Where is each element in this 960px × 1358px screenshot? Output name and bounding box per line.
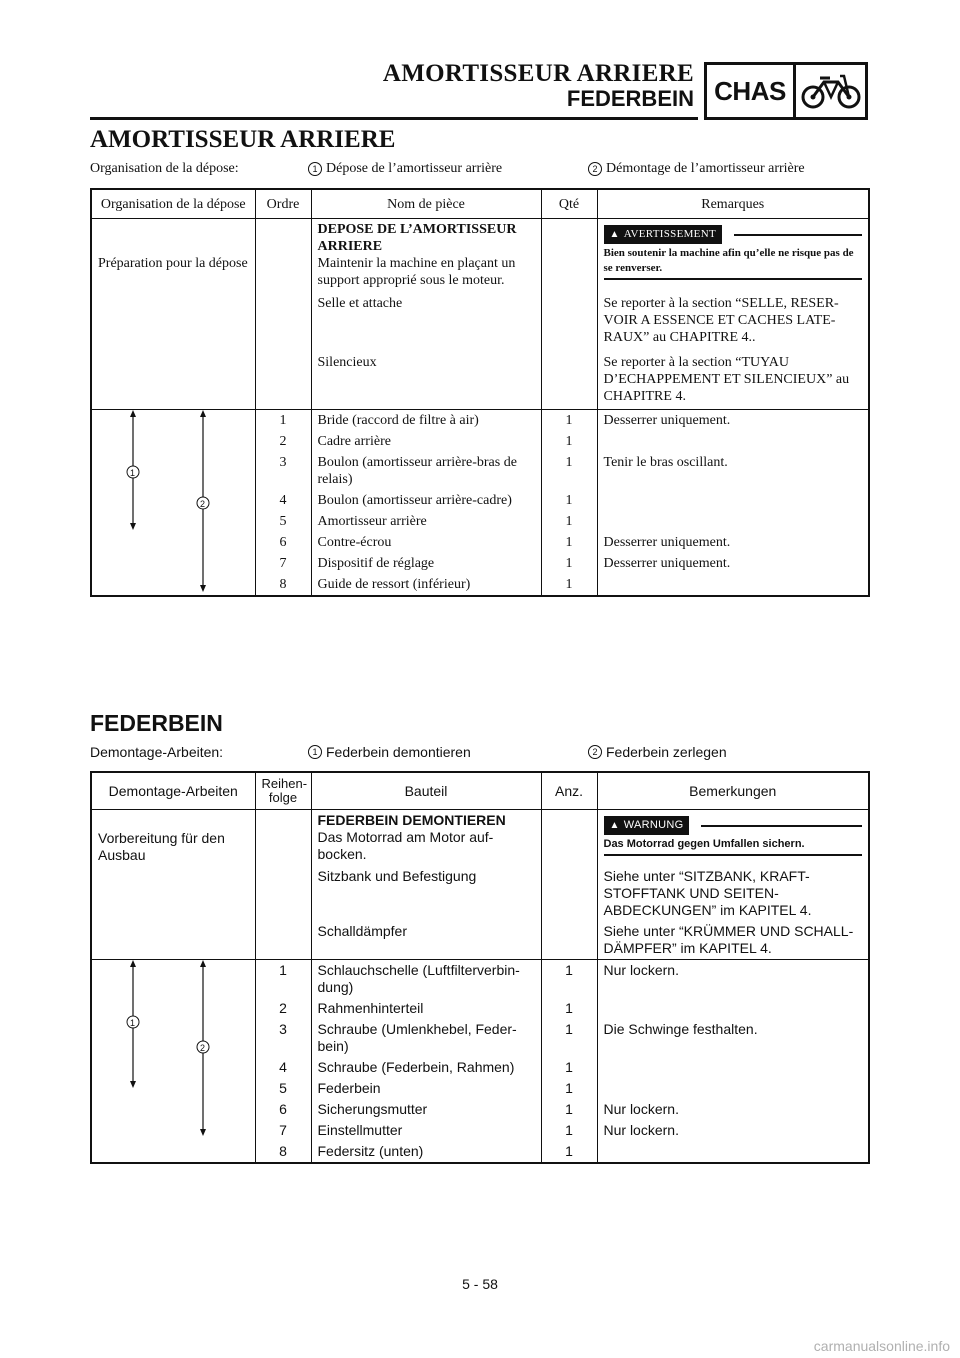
warning-triangle-icon: ▲ xyxy=(609,820,620,831)
row-remark: Die Schwinge festhalten. xyxy=(603,1021,758,1037)
row-order: 6 xyxy=(255,1099,311,1120)
row-part: Cadre arrière xyxy=(311,431,541,452)
marker-1-icon: 1 xyxy=(308,745,322,759)
prep-remark: Siehe unter “SITZBANK, KRAFT-STOFFTANK UND SEITEN-ABDECKUNGEN” im KAPITEL 4. xyxy=(603,868,812,918)
row-order: 8 xyxy=(255,1141,311,1163)
watermark: carmanualsonline.info xyxy=(813,1338,950,1354)
col-header: Reihen-folge xyxy=(255,772,311,810)
row-part: Schlauchschelle (Luftfilterverbin-dung) xyxy=(311,960,541,999)
sequence-arrows-fr xyxy=(91,410,255,597)
row-qty: 1 xyxy=(541,553,597,574)
section-title-fr: AMORTISSEUR ARRIERE xyxy=(90,126,396,153)
warning-text: Bien soutenir la machine afin qu’elle ne risque pas de se renverser. xyxy=(604,246,863,280)
chapter-badge xyxy=(704,62,868,120)
row-part: Einstellmutter xyxy=(311,1120,541,1141)
row-qty: 1 xyxy=(541,1141,597,1163)
section-title-de: FEDERBEIN xyxy=(90,710,223,736)
col-header: Bauteil xyxy=(311,772,541,810)
table-row xyxy=(91,410,869,432)
org-label-fr: Organisation de la dépose: xyxy=(90,161,239,176)
row-order: 1 xyxy=(255,410,311,432)
table-header-de xyxy=(91,772,869,810)
org-item-1-fr: Dépose de l’amortisseur arrière xyxy=(326,161,503,176)
row-order: 1 xyxy=(255,960,311,999)
marker-2-icon: 2 xyxy=(588,745,602,759)
row-remark: Nur lockern. xyxy=(603,1122,679,1138)
row-qty: 1 xyxy=(541,490,597,511)
row-remark: Desserrer uniquement. xyxy=(603,413,731,428)
org-label-de: Demontage-Arbeiten: xyxy=(90,744,224,760)
warning-box xyxy=(604,816,863,856)
row-remark xyxy=(597,998,869,1019)
warning-text: Das Motorrad gegen Umfallen sichern. xyxy=(604,837,863,856)
row-remark xyxy=(597,1078,869,1099)
marker-1-label: 1 xyxy=(130,1018,136,1028)
col-header: Demontage-Arbeiten xyxy=(91,772,255,810)
prep-row-de xyxy=(91,921,869,960)
org-item-2-fr: Démontage de l’amortisseur arrière xyxy=(606,161,805,176)
row-remark: Desserrer uniquement. xyxy=(603,535,731,550)
row-part: Rahmenhinterteil xyxy=(311,998,541,1019)
row-remark xyxy=(597,431,869,452)
motorcycle-icon xyxy=(796,65,865,117)
col-header: Qté xyxy=(541,189,597,219)
prep-step: Das Motorrad am Motor auf-bocken. xyxy=(317,829,494,862)
row-part: Guide de ressort (inférieur) xyxy=(311,574,541,596)
row-order: 3 xyxy=(255,452,311,490)
marker-1-icon: 1 xyxy=(308,162,322,176)
row-part: Boulon (amortisseur arrière-bras de relais) xyxy=(311,452,541,490)
marker-2-label: 2 xyxy=(200,499,206,509)
marker-2-icon: 2 xyxy=(588,162,602,176)
row-qty: 1 xyxy=(541,574,597,596)
prep-item: Sitzbank und Befestigung xyxy=(311,866,541,921)
row-order: 5 xyxy=(255,1078,311,1099)
col-header: Ordre xyxy=(255,189,311,219)
col-header: Bemerkungen xyxy=(597,772,869,810)
prep-item: Selle et attache xyxy=(311,291,541,352)
row-part: Boulon (amortisseur arrière-cadre) xyxy=(311,490,541,511)
row-part: Amortisseur arrière xyxy=(311,511,541,532)
org-item-1-de: Federbein demontieren xyxy=(326,744,471,760)
row-part: Schraube (Umlenkhebel, Feder-bein) xyxy=(311,1019,541,1057)
row-order: 2 xyxy=(255,431,311,452)
row-qty: 1 xyxy=(541,960,597,999)
prep-step: Maintenir la machine en plaçant un support approprié sous le moteur. xyxy=(317,256,516,288)
row-order: 7 xyxy=(255,1120,311,1141)
org-item-2-de: Federbein zerlegen xyxy=(606,744,727,760)
row-order: 8 xyxy=(255,574,311,596)
table-row xyxy=(91,960,869,999)
row-order: 7 xyxy=(255,553,311,574)
row-remark: Nur lockern. xyxy=(603,962,679,978)
row-part: Federbein xyxy=(311,1078,541,1099)
prep-label: Vorbereitung für den Ausbau xyxy=(91,810,255,867)
row-qty: 1 xyxy=(541,1120,597,1141)
row-order: 3 xyxy=(255,1019,311,1057)
row-qty: 1 xyxy=(541,452,597,490)
row-qty: 1 xyxy=(541,511,597,532)
row-remark xyxy=(597,1141,869,1163)
row-qty: 1 xyxy=(541,532,597,553)
row-remark: Nur lockern. xyxy=(603,1101,679,1117)
row-qty: 1 xyxy=(541,1019,597,1057)
prep-item: Schalldämpfer xyxy=(311,921,541,960)
row-part: Dispositif de réglage xyxy=(311,553,541,574)
marker-2-label: 2 xyxy=(200,1043,206,1053)
prep-row-de xyxy=(91,810,869,867)
prep-remark: Siehe unter “KRÜMMER UND SCHALL-DÄMPFER” im KAPITEL 4. xyxy=(597,921,869,960)
row-remark xyxy=(597,1057,869,1078)
row-part: Federsitz (unten) xyxy=(311,1141,541,1163)
warning-label: WARNUNG xyxy=(623,819,684,831)
col-header: Anz. xyxy=(541,772,597,810)
warning-triangle-icon: ▲ xyxy=(609,229,620,240)
row-qty: 1 xyxy=(541,410,597,432)
row-order: 5 xyxy=(255,511,311,532)
row-order: 2 xyxy=(255,998,311,1019)
header-title-fr: AMORTISSEUR ARRIERE xyxy=(382,60,694,87)
org-line-fr xyxy=(90,161,870,177)
prep-row-fr xyxy=(91,291,869,352)
col-header: Remarques xyxy=(597,189,869,219)
warning-box xyxy=(604,225,863,280)
page-number: 5 - 58 xyxy=(462,1276,498,1292)
row-qty: 1 xyxy=(541,998,597,1019)
row-qty: 1 xyxy=(541,1057,597,1078)
chapter-code: CHAS xyxy=(707,65,796,117)
marker-1-label: 1 xyxy=(130,468,136,478)
row-order: 4 xyxy=(255,1057,311,1078)
row-qty: 1 xyxy=(541,431,597,452)
col-header: Nom de pièce xyxy=(311,189,541,219)
prep-row-de xyxy=(91,866,869,921)
row-part: Bride (raccord de filtre à air) xyxy=(311,410,541,432)
row-part: Contre-écrou xyxy=(311,532,541,553)
warning-label: AVERTISSEMENT xyxy=(623,228,716,240)
org-line-de xyxy=(90,744,870,760)
row-remark xyxy=(597,511,869,532)
sequence-arrows-de xyxy=(91,960,255,1164)
prep-row-fr xyxy=(91,352,869,410)
header-title-de: FEDERBEIN xyxy=(566,86,694,111)
table-fr xyxy=(90,188,870,597)
prep-row-fr xyxy=(91,219,869,292)
row-part: Schraube (Federbein, Rahmen) xyxy=(311,1057,541,1078)
prep-remark: Se reporter à la section “TUYAU D’ECHAPPEMENT ET SILENCIEUX” au CHAPITRE 4. xyxy=(597,352,869,410)
row-remark: Tenir le bras oscillant. xyxy=(603,455,728,470)
row-remark xyxy=(597,574,869,596)
prep-remark: Se reporter à la section “SELLE, RESER-VOIR A ESSENCE ET CACHES LATE-RAUX” au CHAPITRE 4.. xyxy=(603,296,839,345)
prep-item: Silencieux xyxy=(311,352,541,410)
row-qty: 1 xyxy=(541,1099,597,1120)
row-order: 4 xyxy=(255,490,311,511)
prep-label: Préparation pour la dépose xyxy=(91,219,255,292)
col-header: Organisation de la dépose xyxy=(91,189,255,219)
row-qty: 1 xyxy=(541,1078,597,1099)
row-part: Sicherungsmutter xyxy=(311,1099,541,1120)
table-de xyxy=(90,771,870,1164)
table-header-fr xyxy=(91,189,869,219)
header-rule xyxy=(90,117,698,120)
row-order: 6 xyxy=(255,532,311,553)
prep-heading: DEPOSE DE L’AMORTISSEUR ARRIERE xyxy=(317,222,517,254)
row-remark xyxy=(597,490,869,511)
prep-heading: FEDERBEIN DEMONTIEREN xyxy=(317,812,506,828)
row-remark: Desserrer uniquement. xyxy=(603,556,731,571)
